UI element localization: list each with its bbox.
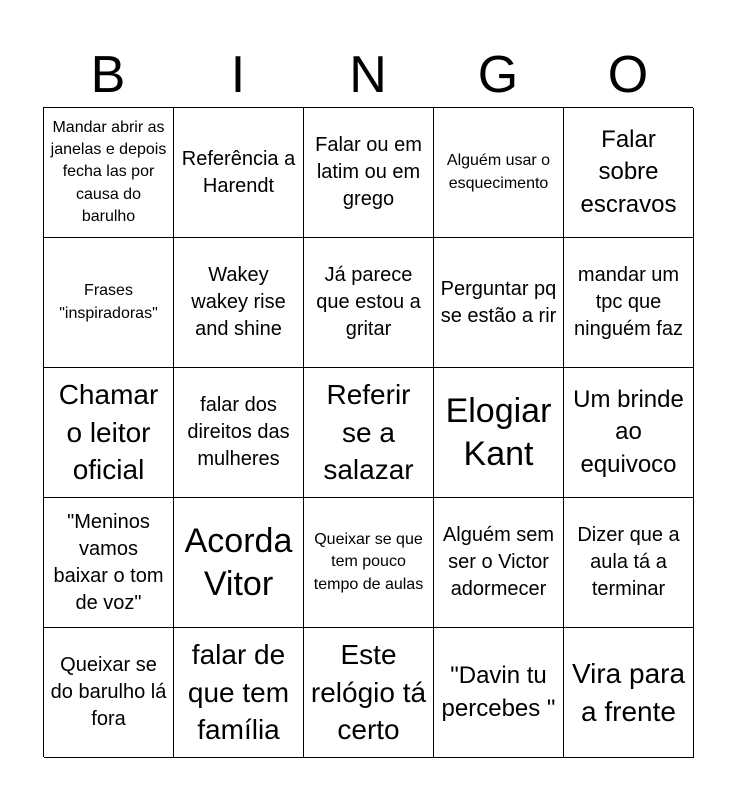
bingo-cell[interactable]: Falar ou em latim ou em grego: [304, 108, 434, 238]
bingo-cell[interactable]: mandar um tpc que ninguém faz: [564, 238, 694, 368]
bingo-header: [43, 44, 693, 106]
bingo-cell[interactable]: Um brinde ao equivoco: [564, 368, 694, 498]
bingo-cell[interactable]: Mandar abrir as janelas e depois fecha las por causa do barulho: [44, 108, 174, 238]
header-letter-i: I: [230, 46, 246, 104]
bingo-cell[interactable]: Falar sobre escravos: [564, 108, 694, 238]
bingo-cell[interactable]: Acorda Vitor: [174, 498, 304, 628]
header-letter-b: B: [90, 46, 126, 104]
bingo-cell[interactable]: Chamar o leitor oficial: [44, 368, 174, 498]
bingo-cell[interactable]: Queixar se que tem pouco tempo de aulas: [304, 498, 434, 628]
bingo-cell[interactable]: falar de que tem família: [174, 628, 304, 758]
bingo-cell[interactable]: Dizer que a aula tá a terminar: [564, 498, 694, 628]
bingo-cell[interactable]: Alguém sem ser o Victor adormecer: [434, 498, 564, 628]
bingo-cell[interactable]: Referência a Harendt: [174, 108, 304, 238]
bingo-cell[interactable]: Wakey wakey rise and shine: [174, 238, 304, 368]
header-letter-n: N: [349, 46, 387, 104]
bingo-cell[interactable]: Referir se a salazar: [304, 368, 434, 498]
bingo-cell[interactable]: Elogiar Kant: [434, 368, 564, 498]
bingo-cell[interactable]: Alguém usar o esquecimento: [434, 108, 564, 238]
bingo-cell[interactable]: "Davin tu percebes ": [434, 628, 564, 758]
bingo-board: [43, 107, 693, 757]
bingo-cell[interactable]: Perguntar pq se estão a rir: [434, 238, 564, 368]
header-letter-o: O: [607, 46, 649, 104]
header-letter-g: G: [477, 46, 519, 104]
bingo-cell[interactable]: Frases "inspiradoras": [44, 238, 174, 368]
bingo-cell[interactable]: Já parece que estou a gritar: [304, 238, 434, 368]
bingo-cell[interactable]: Vira para a frente: [564, 628, 694, 758]
bingo-cell[interactable]: "Meninos vamos baixar o tom de voz": [44, 498, 174, 628]
bingo-cell[interactable]: Este relógio tá certo: [304, 628, 434, 758]
bingo-cell[interactable]: Queixar se do barulho lá fora: [44, 628, 174, 758]
bingo-cell[interactable]: falar dos direitos das mulheres: [174, 368, 304, 498]
